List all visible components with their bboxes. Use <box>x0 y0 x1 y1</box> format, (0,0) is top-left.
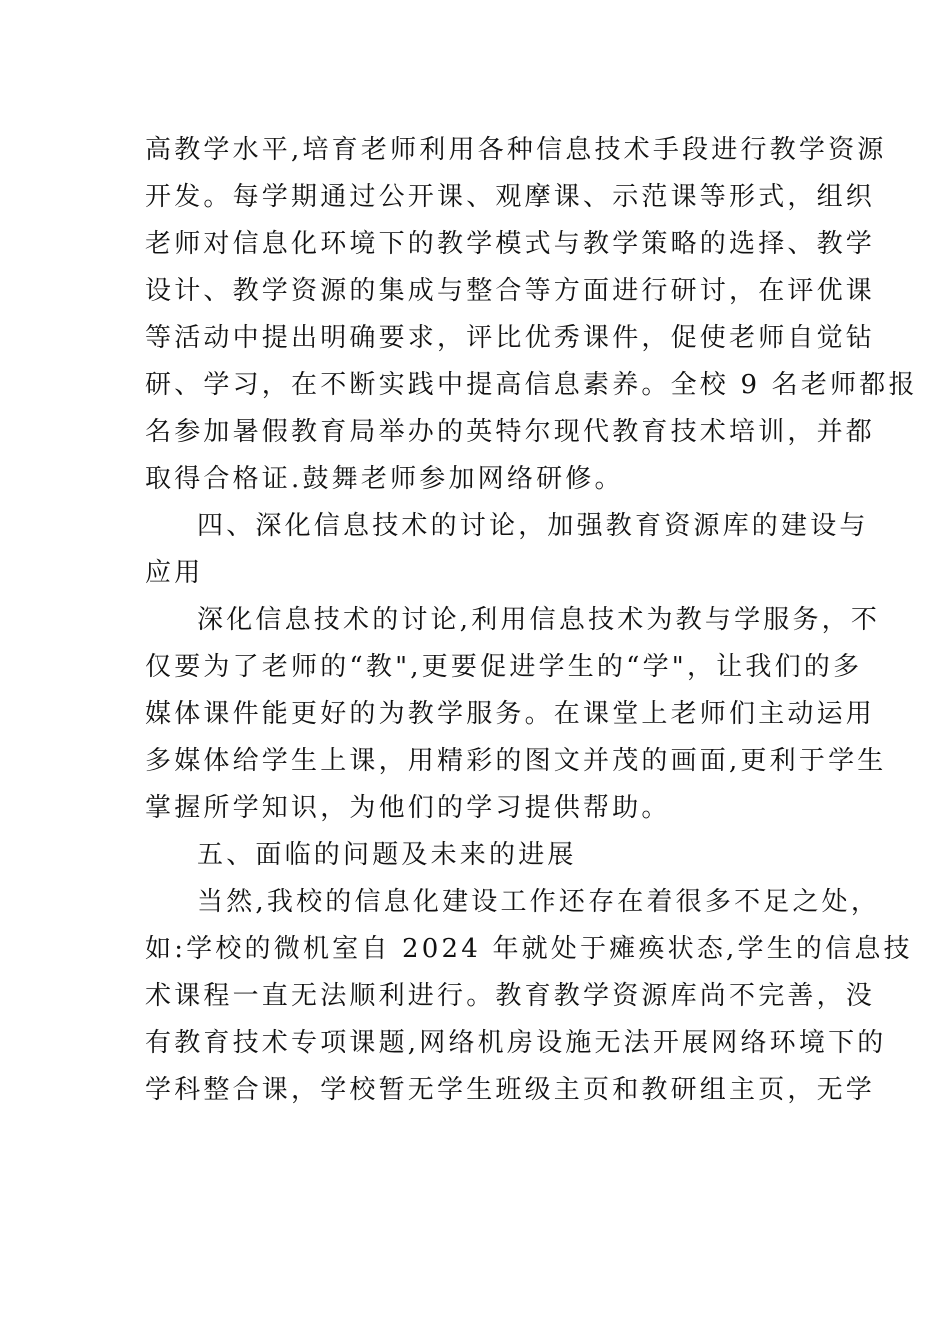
text-line: 等活动中提出明确要求，评比优秀课件，促使老师自觉钻 <box>145 323 876 353</box>
text-line: 术课程一直无法顺利进行。教育教学资源库尚不完善，没 <box>145 981 876 1011</box>
paragraph-start-line: 深化信息技术的讨论,利用信息技术为教与学服务，不 <box>197 605 881 635</box>
text-line: 高教学水平,培育老师利用各种信息技术手段进行教学资源 <box>145 135 887 165</box>
section-heading: 五、面临的问题及未来的进展 <box>197 840 577 870</box>
text-line: 研、学习，在不断实践中提高信息素养。全校 9 名老师都报 <box>145 370 918 400</box>
text-line: 仅要为了老师的“教",更要促进学生的“学"，让我们的多 <box>145 652 863 682</box>
section-heading: 四、深化信息技术的讨论，加强教育资源库的建设与 <box>197 511 869 541</box>
paragraph-start-line: 当然,我校的信息化建设工作还存在着很多不足之处， <box>197 887 881 917</box>
text-line: 老师对信息化环境下的教学模式与教学策略的选择、教学 <box>145 229 876 259</box>
text-line: 多媒体给学生上课，用精彩的图文并茂的画面,更利于学生 <box>145 746 887 776</box>
text-line: 设计、教学资源的集成与整合等方面进行研讨，在评优课 <box>145 276 876 306</box>
section-heading-continuation: 应用 <box>145 558 204 588</box>
text-line: 名参加暑假教育局举办的英特尔现代教育技术培训，并都 <box>145 417 876 447</box>
text-line: 开发。每学期通过公开课、观摩课、示范课等形式，组织 <box>145 182 876 212</box>
text-line: 如:学校的微机室自 2024 年就处于瘫痪状态,学生的信息技 <box>145 934 913 964</box>
text-line: 取得合格证.鼓舞老师参加网络研修。 <box>145 464 624 494</box>
text-line: 学科整合课，学校暂无学生班级主页和教研组主页，无学 <box>145 1075 876 1105</box>
text-line: 有教育技术专项课题,网络机房设施无法开展网络环境下的 <box>145 1028 887 1058</box>
text-line: 媒体课件能更好的为教学服务。在课堂上老师们主动运用 <box>145 699 876 729</box>
text-line: 掌握所学知识，为他们的学习提供帮助。 <box>145 793 671 823</box>
document-body <box>145 127 918 1114</box>
